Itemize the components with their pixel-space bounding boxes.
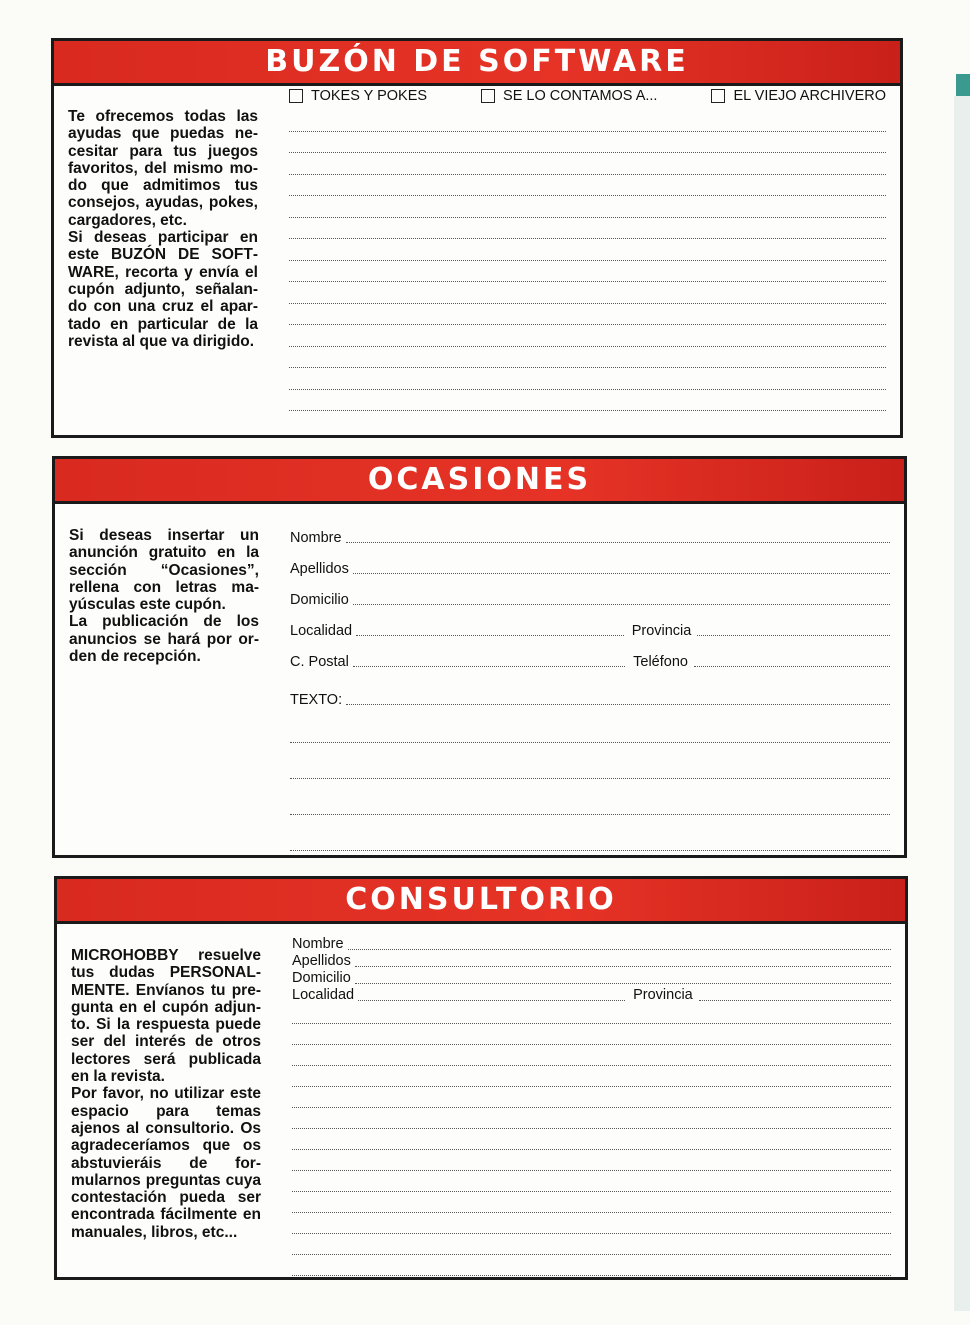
consultorio-domicilio-field[interactable] [292,969,891,986]
consultorio-apellidos-field[interactable] [292,952,891,969]
buzon-description [68,108,258,350]
consultorio-form [292,934,891,1276]
buzon-description-p1: Te ofrecemos todas las ayudas que puedas necesitar para tus juegos favoritos, del mismo modo que admitimos tus consejos, ayudas, pokes, cargadores, etc. [68,108,258,229]
ocasiones-description [69,527,259,665]
ocasiones-title: OCASIONES [367,462,592,497]
consultorio-description-p1: MICROHOBBY resuelve tus dudas PERSONALMENTE. Envíanos tu pregunta en el cupón adjunto. Si la respuesta puede ser del interés de otros lectores será publicada en la revista. [71,947,261,1086]
buzon-options [289,88,886,104]
apellidos-label: Apellidos [290,561,349,577]
consultorio-localidad-provincia-row[interactable] [292,986,891,1003]
telefono-label: Teléfono [633,654,688,670]
buzon-description-p2: Si deseas participar en este BUZÓN DE SOFTWARE, recorta y envía el cupón adjunto, señalando con una cruz el apartado en particular de la revista al que va dirigido. [68,229,258,350]
consultorio-description-p2: Por favor, no utilizar este espacio para temas ajenos al consultorio. Os agradeceríamos que os abstuvieráis de formularnos preguntas cuya contestación pueda ser encontrada fácilmente en manuales, libros, etc... [71,1085,261,1241]
buzon-coupon [51,38,903,438]
option-label: TOKES Y POKES [311,88,428,104]
texto-field[interactable] [290,670,890,708]
option-label: SE LO CONTAMOS A... [503,88,658,104]
page-edge-strip [954,96,970,1311]
nombre-label: Nombre [290,530,342,546]
buzon-title: BUZÓN DE SOFTWARE [265,44,689,79]
option-se-lo-contamos[interactable] [481,88,657,104]
checkbox-el-viejo-archivero[interactable] [711,89,725,103]
localidad-label: Localidad [290,623,353,639]
localidad-label: Localidad [292,987,355,1003]
ocasiones-banner [55,459,904,504]
checkbox-tokes-y-pokes[interactable] [289,89,303,103]
option-tokes-y-pokes[interactable] [289,88,427,104]
consultorio-description [71,947,261,1241]
consultorio-title: CONSULTORIO [345,882,617,917]
domicilio-label: Domicilio [290,592,349,608]
ocasiones-description-p2: La publicación de los anuncios se hará por orden de recepción. [69,613,259,666]
ocasiones-form [290,515,890,851]
texto-writing-lines[interactable] [290,708,890,851]
checkbox-se-lo-contamos[interactable] [481,89,495,103]
consultorio-nombre-field[interactable] [292,934,891,952]
provincia-label: Provincia [631,623,692,639]
localidad-provincia-row[interactable] [290,608,890,639]
cpostal-label: C. Postal [290,654,349,670]
buzon-writing-lines[interactable] [289,110,886,411]
consultorio-banner [57,879,905,924]
buzon-form [289,88,886,411]
texto-label: TEXTO: [290,692,343,708]
page-edge-mark [956,74,970,96]
nombre-field[interactable] [290,515,890,546]
consultorio-writing-lines[interactable] [292,1003,891,1276]
ocasiones-description-p1: Si deseas insertar un anunción gratuito en la sección “Ocasiones”, rellena con letras mayúsculas este cupón. [69,527,259,614]
domicilio-field[interactable] [290,577,890,608]
option-label: EL VIEJO ARCHIVERO [733,88,886,104]
apellidos-label: Apellidos [292,953,351,969]
buzon-banner [54,41,900,86]
option-el-viejo-archivero[interactable] [711,88,886,104]
apellidos-field[interactable] [290,546,890,577]
cpostal-telefono-row[interactable] [290,639,890,670]
domicilio-label: Domicilio [292,970,351,986]
nombre-label: Nombre [292,936,344,952]
provincia-label: Provincia [633,987,693,1003]
consultorio-coupon [54,876,908,1280]
ocasiones-coupon [52,456,907,858]
